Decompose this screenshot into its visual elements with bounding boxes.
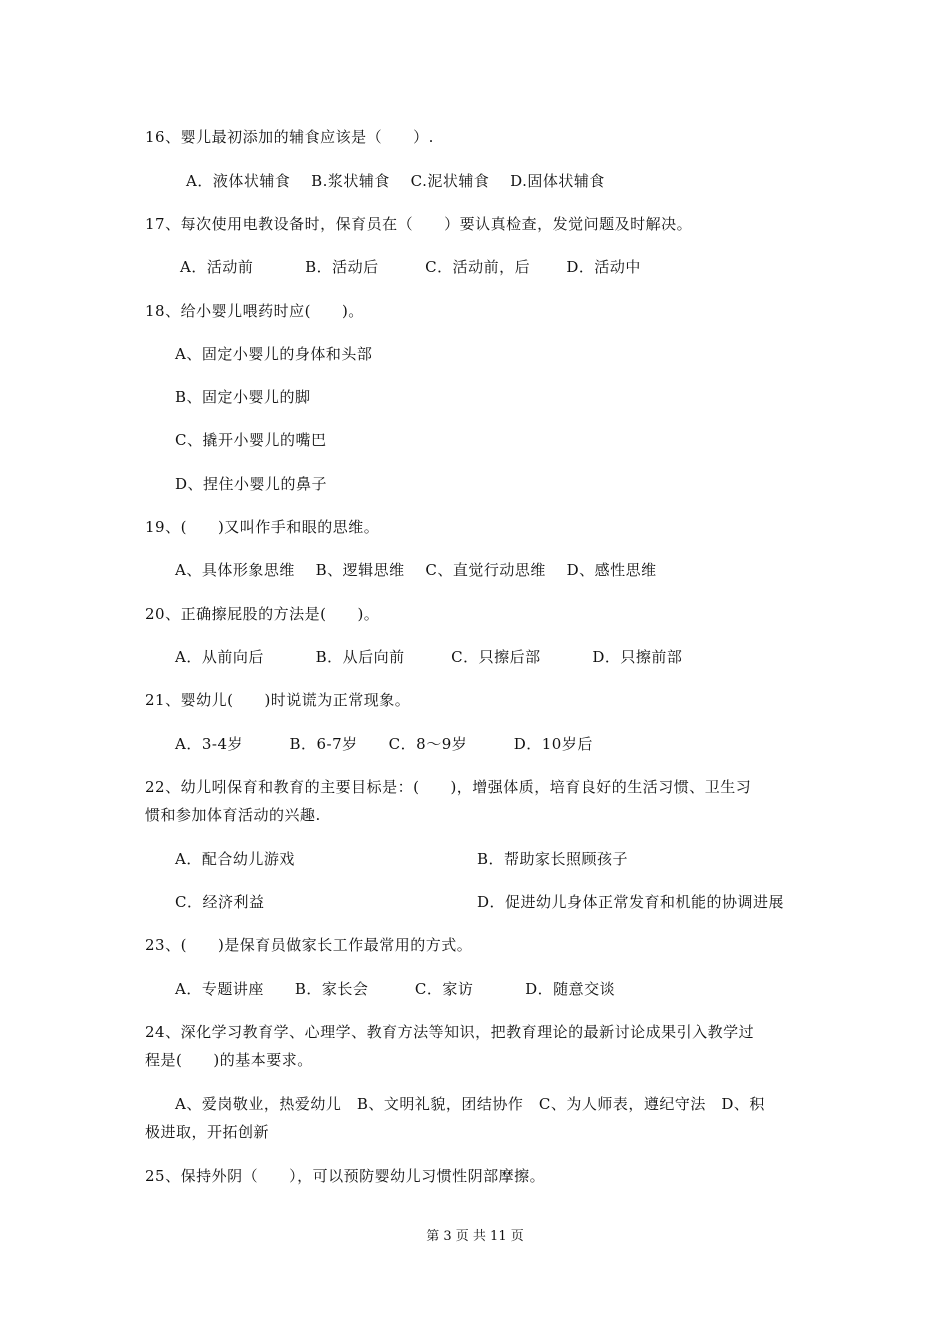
options-21: A．3-4岁 B．6-7岁 C．8～9岁 D．10岁后 <box>175 735 593 753</box>
page-number-footer: 第 3 页 共 11 页 <box>426 1229 524 1244</box>
option-22-c: C．经济利益 <box>175 893 265 911</box>
option-18-a: A、固定小婴儿的身体和头部 <box>175 345 373 363</box>
question-23: 23、( )是保育员做家长工作最常用的方式。 <box>145 936 473 954</box>
question-21: 21、婴幼儿( )时说谎为正常现象。 <box>145 691 411 709</box>
option-18-b: B、固定小婴儿的脚 <box>175 388 311 406</box>
option-22-b: B．帮助家长照顾孩子 <box>477 850 629 868</box>
question-16: 16、婴儿最初添加的辅食应该是（ ）. <box>145 128 434 146</box>
options-16: A．液体状辅食 B.浆状辅食 C.泥状辅食 D.固体状辅食 <box>186 172 605 190</box>
question-22-line2: 惯和参加体育活动的兴趣. <box>145 806 321 824</box>
question-20: 20、正确擦屁股的方法是( )。 <box>145 605 380 623</box>
question-18: 18、给小婴儿喂药时应( )。 <box>145 302 364 320</box>
question-17: 17、每次使用电教设备时，保育员在（ ）要认真检查，发觉问题及时解决。 <box>145 215 693 233</box>
option-22-a: A．配合幼儿游戏 <box>175 850 295 868</box>
option-18-d: D、捏住小婴儿的鼻子 <box>175 475 328 493</box>
options-23: A．专题讲座 B．家长会 C．家访 D．随意交谈 <box>175 980 616 998</box>
options-24-line2: 极进取，开拓创新 <box>145 1123 270 1141</box>
options-20: A．从前向后 B．从后向前 C．只擦后部 D．只擦前部 <box>175 648 683 666</box>
options-17: A．活动前 B．活动后 C．活动前，后 D．活动中 <box>180 258 641 276</box>
question-22-line1: 22、幼儿吲保育和教育的主要目标是：( )，增强体质，培育良好的生活习惯、卫生习 <box>145 778 752 796</box>
question-24-line2: 程是( )的基本要求。 <box>145 1051 313 1069</box>
option-18-c: C、撬开小婴儿的嘴巴 <box>175 431 327 449</box>
question-24-line1: 24、深化学习教育学、心理学、教育方法等知识，把教育理论的最新讨论成果引入教学过 <box>145 1023 755 1041</box>
question-25: 25、保持外阴（ ），可以预防婴幼儿习惯性阴部摩擦。 <box>145 1167 546 1185</box>
option-22-d: D．促进幼儿身体正常发育和机能的协调进展 <box>477 893 785 911</box>
options-24-line1: A、爱岗敬业，热爱幼儿 B、文明礼貌，团结协作 C、为人师表，遵纪守法 D、积 <box>175 1095 765 1113</box>
question-19: 19、( )又叫作手和眼的思维。 <box>145 518 380 536</box>
options-19: A、具体形象思维 B、逻辑思维 C、直觉行动思维 D、感性思维 <box>175 561 657 579</box>
